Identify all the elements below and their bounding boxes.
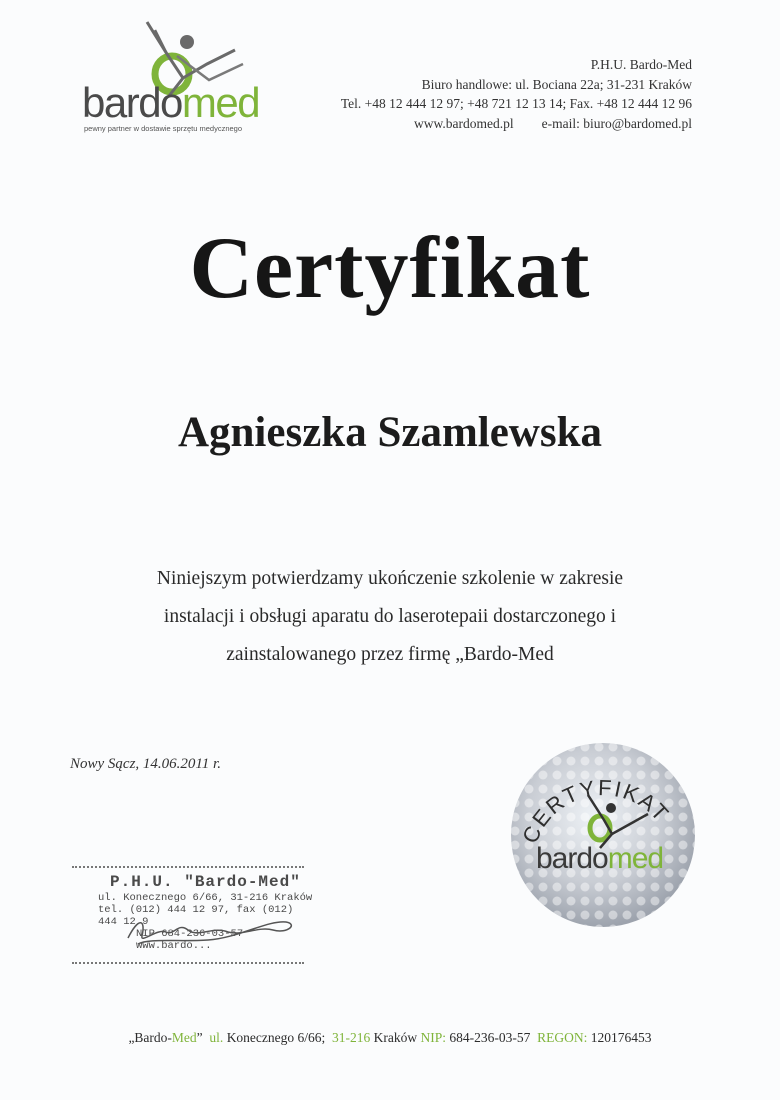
company-name: P.H.U. Bardo-Med <box>590 57 692 72</box>
stamp-line-4: NIP 684-236-03-57 <box>136 928 244 940</box>
certificate-body <box>0 560 780 674</box>
body-line-2: instalacji i obsługi aparatu do laserotepaii dostarczonego i <box>163 606 617 627</box>
body-line-1: Niniejszym potwierdzamy ukończenie szkolenie w zakresie <box>156 568 624 589</box>
logo-wordmark: bardomed <box>82 79 260 126</box>
signature-divider-top <box>72 866 304 868</box>
recipient-name: Agnieszka Szamlewska <box>177 409 603 456</box>
footer-nip-label: NIP: <box>420 1030 447 1045</box>
hologram-brand-1: bardo <box>536 842 608 875</box>
signature-divider-bottom <box>72 962 304 964</box>
handwritten-signature <box>118 908 308 953</box>
stamp-line-3: tel. (012) 444 12 97, fax (012) 444 12 9 <box>98 904 294 928</box>
company-logo <box>82 20 260 140</box>
footer-company-name: „Bardo- <box>128 1030 172 1045</box>
footer-company-name-green: Med <box>171 1030 197 1045</box>
logo-tagline: pewny partner w dostawie sprzętu medycznego <box>84 124 242 133</box>
svg-text:bardomed <box>536 842 663 875</box>
footer-street-label: ul. <box>209 1030 224 1045</box>
footer-nip: 684-236-03-57 <box>449 1030 531 1045</box>
footer-city: Kraków <box>373 1030 418 1045</box>
stamp-line-5: www.bardo... <box>136 940 212 952</box>
company-phones: Tel. +48 12 444 12 97; +48 721 12 13 14; Fax. +48 12 444 12 96 <box>340 96 692 111</box>
hologram-arc-text: CERTYFIKAT <box>517 775 675 847</box>
certificate-title: Certyfikat <box>189 220 591 317</box>
footer-regon: 120176453 <box>590 1030 652 1045</box>
company-info <box>341 55 692 133</box>
footer-quote-close: ” <box>196 1030 203 1045</box>
company-website[interactable]: www.bardomed.pl <box>413 115 514 131</box>
hologram-seal <box>508 740 698 930</box>
footer-company-details <box>0 1030 780 1046</box>
hologram-brand-2: med <box>607 842 664 875</box>
footer-street: Konecznego 6/66; <box>226 1030 326 1045</box>
place-date: Nowy Sącz, 14.06.2011 r. <box>70 756 221 772</box>
body-line-3: zainstalowanego przez firmę „Bardo-Med <box>226 644 554 665</box>
company-email[interactable]: e-mail: biuro@bardomed.pl <box>541 115 692 131</box>
stamp-line-2: ul. Konecznego 6/66, 31-216 Kraków <box>98 892 313 904</box>
stamp-line-1: P.H.U. "Bardo-Med" <box>110 873 301 891</box>
company-office: Biuro handlowe: ul. Bociana 22a; 31-231 Kraków <box>421 76 692 92</box>
footer-postal: 31-216 <box>332 1030 371 1045</box>
footer-regon-label: REGON: <box>537 1030 588 1045</box>
